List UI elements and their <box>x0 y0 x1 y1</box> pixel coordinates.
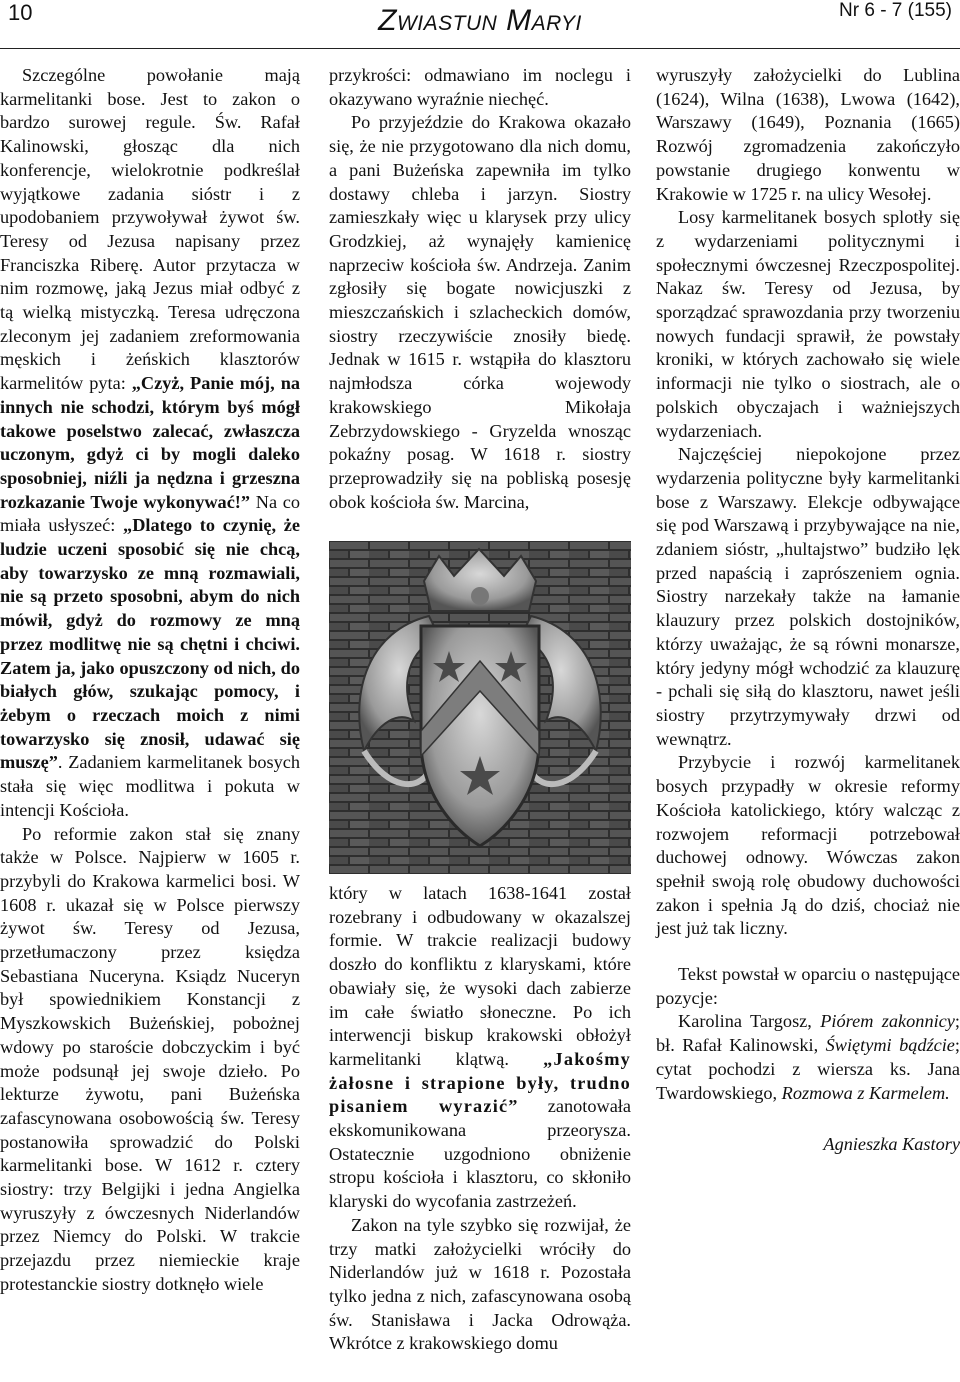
paragraph: Losy karmelitanek bosych splotły się z wydarzeniami politycznymi i społecznymi ówczesnej Rzeczpospolitej. Nakaz św. Teresy od Jezusa, by sporządzać sprawozdania przy tworzeniu nowych fundacji sprawił, że powstały kroniki, w których zachowało się wiele informacji nie tylko o siostrach, ale o polskich obyczajach i ważniejszych wydarzeniach. <box>656 207 960 441</box>
coat-of-arms-image <box>329 541 631 874</box>
text: Szczególne powołanie mają karmelitanki bose. Jest to zakon o bardzo surowej regule. Św. Rafał Kalinowski, głosząc dla nich konferencje, wielokrotnie podkreślał wyjątkowe zadania sióstr i z upodobaniem przywoływał żywot św. Teresy od Jezusa napisany przez Franciszka Riberę. Autor przytacza w nim rozmowę, jaką Jezus miał odbyć z tą wielką mistyczką. Teresa udręczona zleconym jej zadaniem zreformowania męskich i żeńskich klasztorów karmelitów pyta: <box>0 65 300 394</box>
text: który w latach 1638-1641 został rozebrany i odbudowany w okazalszej formie. W trakcie realizacji budowy doszło do konfliktu z klaryskami, które obawiały się, że wysoki dach zabierze im całe światło słoneczne. Po ich interwencji biskup krakowski obłożył karmelitanki klątwą. <box>329 883 631 1069</box>
column-2-bottom <box>329 882 631 1356</box>
issue-number: Nr 6 - 7 (155) <box>839 0 952 21</box>
spacer <box>656 941 960 963</box>
header-rule <box>0 48 960 49</box>
author-signature: Agnieszka Kastory <box>823 1134 960 1155</box>
column-1 <box>0 64 300 1297</box>
column-3 <box>656 64 960 1157</box>
paragraph: Przybycie i rozwój karmelitanek bosych przypadły w okresie reformy Kościoła katolickiego, który walcząc z rozwojem reformacji potrzebował duchowej odnowy. Wówczas zakon spełnił swoją rolę obudowy duchowości zakon i spełnia Ją do dziś, chociaż nie jest już tak liczny. <box>656 752 960 939</box>
book-title: Piórem zakonnicy <box>820 1011 955 1032</box>
column-2-top <box>329 64 631 514</box>
quote-teresa: „Czyż, Panie mój, na innych nie schodzi, którym byś mógł takowe poselstwo zalecać, zwłaszcza uczonym, gdyż ci by mogli daleko sposobniej, niźli ja nędzna i grzeszna rozkazanie Twoje wykonywać!” <box>0 373 301 512</box>
paragraph <box>329 882 631 1214</box>
text: ; cytat pochodzi z wiersza ks. Jana Twardowskiego, <box>656 1035 960 1103</box>
paragraph: Najczęściej niepokojone przez wydarzenia polityczne były karmelitanki bose z Warszawy. Elekcje odbywające się pod Warszawą i przybywające na nie, zdaniem sióstr, „hultajstwo” budziło lęk przed napaścią i zaprószeniem ognia. Siostry narzekały także na łamanie klauzury przez polskich dostojników, którzy uważając, że są równi monarsze, który jedyny mógł wchodzić za klauzurę - pchali się siłą do klasztoru, nawet jeśli siostry przytrzymywały drzwi od wewnątrz. <box>656 444 960 749</box>
text: . Zadaniem karmelitanek bosych stała się więc modlitwa i pokuta w intencji Kościoła. <box>0 752 300 820</box>
sources-list <box>656 1010 960 1105</box>
paragraph <box>0 64 300 823</box>
coat-of-arms-photo <box>329 541 631 874</box>
page-header <box>0 0 960 56</box>
quote-prioress: „Jakośmy żałosne i strapione były, trudno pisaniem wyrazić” <box>329 1048 631 1117</box>
sources-intro: Tekst powstał w oparciu o następujące pozycje: <box>656 964 960 1008</box>
text: zanotowała ekskomunikowana przeorysza. Ostatecznie uzgodniono obniżenie stropu kościoła i klasztoru, co skłoniło klaryski do wycofania zastrzeżeń. <box>329 1096 632 1212</box>
paragraph: przykrości: odmawiano im noclegu i okazywano wyraźnie niechęć. <box>329 65 631 109</box>
poem-title: Rozmowa z Karmelem. <box>781 1082 950 1103</box>
paragraph: wyruszyły założycielki do Lublina (1624), Wilna (1638), Lwowa (1642), Warszawy (1649), Poznania (1665) Rozwój zgromadzenia zakończyło powstanie drugiego konwentu w Krakowie w 1725 r. na ulicy Wesołej. <box>656 65 960 204</box>
text: ; bł. Rafał Kalinowski, <box>656 1011 960 1056</box>
paragraph: Zakon na tyle szybko się rozwijał, że trzy matki założycielki wróciły do Niderlandów już w 1618 r. Pozostała tylko jedna z nich, zafascynowana osobą św. Stanisława i Jacka Odrowąża. Wkrótce z krakowskiego domu <box>329 1214 631 1354</box>
quote-jesus: „Dlatego to czynię, że ludzie uczeni sposobić się nie chcą, aby towarzysko ze mną rozmawiali, nie są przeto sposobni, abym do nich mówił, gdyż do rozmowy ze mną przez modlitwę nie są chętni i chciwi. Zatem ja, jako opuszczony od nich, do białych głów, szukając pomocy, i żebym o rzeczach moich z nimi towarzysko się znosił, udawać się muszę” <box>0 515 300 773</box>
magazine-title: Zwiastun Maryi <box>378 4 582 37</box>
text: Karolina Targosz, <box>678 1011 821 1032</box>
paragraph: Po reformie zakon stał się znany także w Polsce. Najpierw w 1605 r. przybyli do Krakowa karmelici bosi. W 1608 r. ukazał się w Polsce pierwszy żywot św. Teresy od Jezusa, przetłumaczony przez księdza Sebastiana Nuceryna. Ksiądz Nuceryn był spowiednikiem Konstancji z Myszkowskich Bużeńskiej, pobożnej wdowy po staroście dobczyckim i być może podsunął jej swoje dzieło. Po lekturze żywotu, pani Bużeńska zafascynowana osobowością św. Teresy postanowiła sprowadzić do Polski karmelitanki bose. W 1612 r. cztery siostry: trzy Belgijki i jedna Angielka wyruszyły z ówczesnych Niderlandów przez Niemcy do Polski. W trakcie przejazdu przez niemieckie kraje protestanckie siostry dotknęło wiele <box>0 823 300 1294</box>
paragraph: Po przyjeździe do Krakowa okazało się, że nie przygotowano dla nich domu, a pani Bużeńska zapewniła im tylko dostawy chleba i jarzyn. Siostry zamieszkały więc u klarysek przy ulicy Grodzkiej, aż wynajęły kamienicę naprzeciw kościoła św. Andrzeja. Zanim zgłosiły się bogate nowicjuszki z mieszczańskich i szlacheckich domów, siostry rzeczywiście znosiły biedę. Jednak w 1615 r. wstąpiła do klasztoru najmłodsza córka wojewody krakowskiego Mikołaja Zebrzydowskiego - Gryzelda wnosząc pokaźny posag. W 1618 r. siostry przeprowadziły się na pobliską posesję obok kościoła św. Marcina, <box>329 112 631 512</box>
book-title: Świętymi bądźcie <box>825 1035 955 1056</box>
text: Na co miała usłyszeć: <box>0 491 301 536</box>
page-number: 10 <box>8 0 33 25</box>
